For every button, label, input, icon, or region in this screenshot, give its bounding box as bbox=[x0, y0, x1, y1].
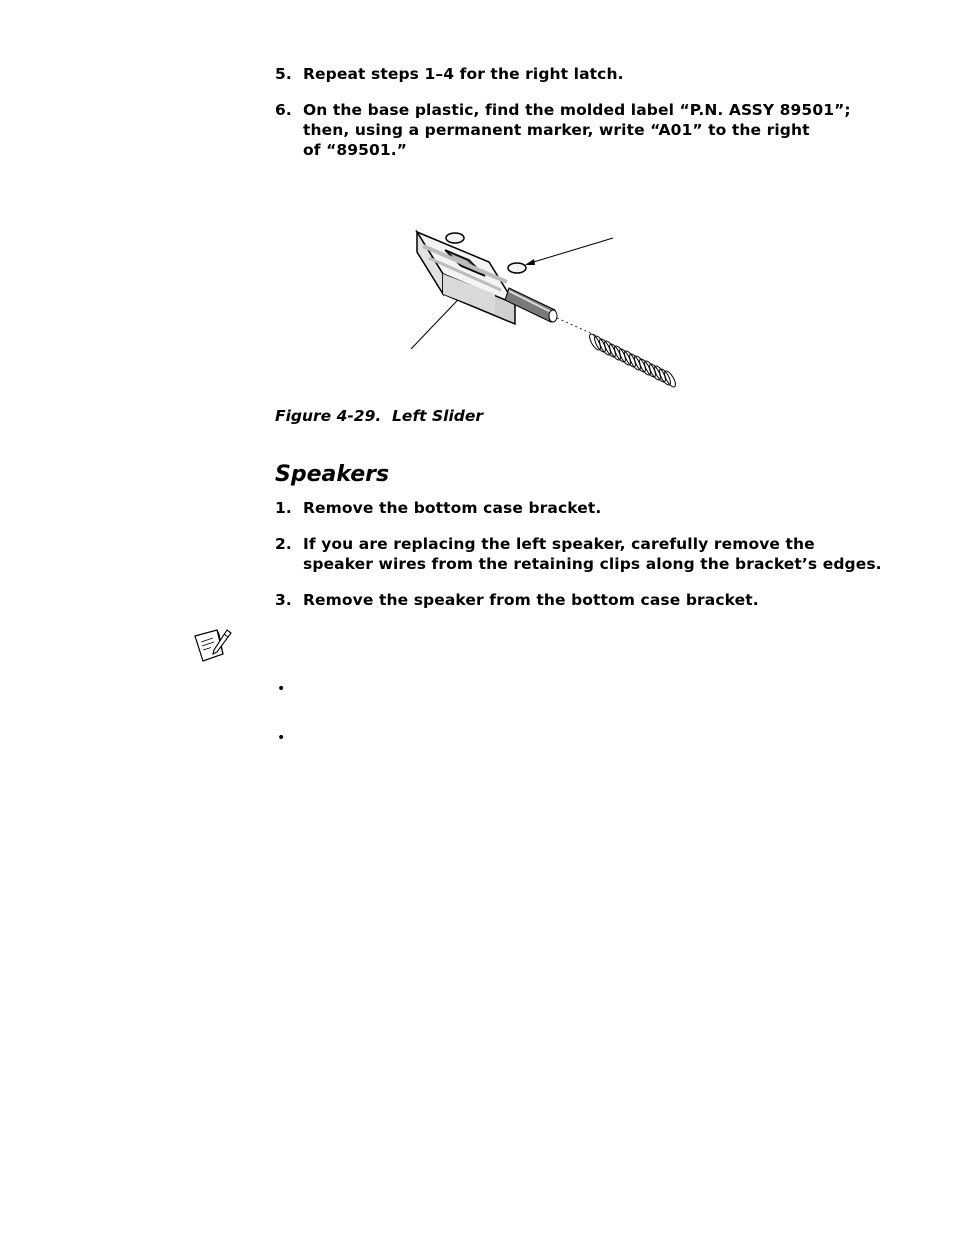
step-number: 3. bbox=[275, 591, 292, 609]
note-bullet: • bbox=[277, 730, 286, 746]
section-title: Speakers bbox=[275, 462, 390, 487]
note-pencil-icon bbox=[193, 628, 235, 664]
callout-line-upper bbox=[527, 238, 613, 264]
step-text: Remove the speaker from the bottom case bracket. bbox=[303, 591, 759, 609]
step-6 bbox=[275, 100, 851, 160]
slider-body bbox=[417, 232, 526, 324]
figure-caption: Figure 4-29. Left Slider bbox=[275, 407, 484, 425]
step-5 bbox=[275, 64, 624, 84]
step-1 bbox=[275, 498, 601, 518]
left-slider-illustration bbox=[405, 218, 695, 398]
step-2 bbox=[275, 534, 882, 574]
step-number: 5. bbox=[275, 65, 292, 83]
step-3 bbox=[275, 590, 759, 610]
slider-spring bbox=[587, 332, 677, 388]
step-number: 6. bbox=[275, 101, 292, 119]
step-text: Repeat steps 1–4 for the right latch. bbox=[303, 65, 624, 83]
step-number: 1. bbox=[275, 499, 292, 517]
step-text: If you are replacing the left speaker, carefully remove the speaker wires from the retaining clips along the bracket’s edges. bbox=[303, 535, 882, 573]
spring-axis-line bbox=[557, 318, 597, 336]
callout-arrowhead-upper bbox=[525, 259, 535, 265]
note-bullet: • bbox=[277, 681, 286, 697]
step-text: On the base plastic, find the molded label “P.N. ASSY 89501”; then, using a permanent marker, write “A01” to the right of “89501.” bbox=[303, 101, 851, 159]
step-text: Remove the bottom case bracket. bbox=[303, 499, 602, 517]
step-number: 2. bbox=[275, 535, 292, 553]
